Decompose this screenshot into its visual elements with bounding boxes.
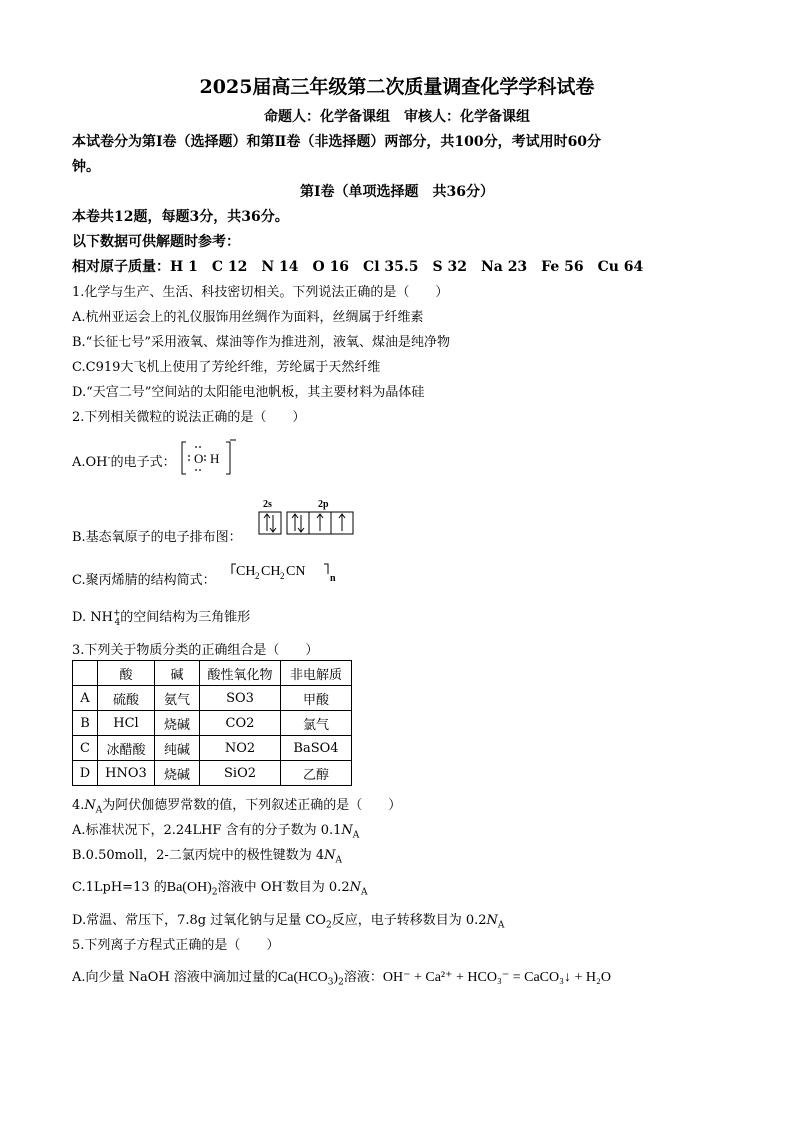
- q4-option-c: C.1LpH=13 的$Ba(OH)_2$溶液中 OH-数目为 $0.2N_A$: [72, 878, 368, 898]
- intro-line-1: 本试卷分为第Ⅰ卷（选择题）和第Ⅱ卷（非选择题）两部分，共100分，考试用时60分: [72, 134, 602, 150]
- table-cell: SiO2: [200, 761, 281, 786]
- q5-stem: 5.下列离子方程式正确的是（ ）: [72, 938, 280, 953]
- hydroxide-electron-dot-structure: [178, 438, 238, 478]
- authors-line: 命题人：化学备课组 审核人：化学备课组: [264, 109, 530, 125]
- table-row: [73, 711, 352, 736]
- table-cell: C: [73, 736, 98, 761]
- svg-text:n: n: [330, 573, 336, 584]
- table-row: [73, 736, 352, 761]
- svg-text:CH: CH: [236, 564, 256, 579]
- table-row: [73, 761, 352, 786]
- table-row: [73, 686, 352, 711]
- table-cell: A: [73, 686, 98, 711]
- table-header-cell: 酸性氧化物: [200, 661, 281, 686]
- table-cell: B: [73, 711, 98, 736]
- table-cell: 烧碱: [155, 761, 200, 786]
- table-cell: 纯碱: [155, 736, 200, 761]
- table-cell: D: [73, 761, 98, 786]
- table-cell: HCl: [98, 711, 155, 736]
- q2-option-c: C.聚丙烯腈的结构简式：: [72, 573, 216, 588]
- table-cell: 氨气: [155, 686, 200, 711]
- table-cell: BaSO4: [281, 736, 352, 761]
- svg-text:2: 2: [255, 571, 260, 581]
- q2-option-d: D. $NH^+_4$的空间结构为三角锥形: [72, 608, 251, 628]
- table-header-row: [73, 661, 352, 686]
- q4-option-a: A.标准状况下，2.24LHF 含有的分子数为 $0.1N_A$: [72, 823, 360, 841]
- orbital-2p-label: 2p: [318, 499, 329, 510]
- oh-formula-text: O: [194, 451, 204, 466]
- table-cell: HNO3: [98, 761, 155, 786]
- q2-option-b: B.基态氧原子的电子排布图：: [72, 530, 242, 545]
- oxygen-orbital-diagram: [258, 511, 358, 535]
- q4-stem: $4.N_A$为阿伏伽德罗常数的值，下列叙述正确的是（ ）: [72, 798, 402, 816]
- svg-text:CH: CH: [261, 564, 281, 579]
- table-header-cell: 酸: [98, 661, 155, 686]
- q2-stem: 2.下列相关微粒的说法正确的是（ ）: [72, 410, 306, 425]
- table-header-cell: 碱: [155, 661, 200, 686]
- classification-table: [72, 660, 352, 786]
- svg-text:H: H: [210, 451, 220, 466]
- svg-text:2: 2: [280, 571, 285, 581]
- atomic-mass-line: 相对原子质量：H 1 C 12 N 14 O 16 Cl 35.5 S 32 Na 23 Fe 56 Cu 64: [72, 259, 644, 275]
- q4-option-b: B.0.50moll，2-二氯丙烷中的极性键数为 $4N_A$: [72, 848, 343, 866]
- section-heading: 第Ⅰ卷（单项选择题 共36分）: [299, 184, 495, 200]
- table-cell: SO3: [200, 686, 281, 711]
- q2-option-a: A.OH-的电子式：: [72, 453, 176, 470]
- table-cell: 冰醋酸: [98, 736, 155, 761]
- orbital-2s-label: 2s: [263, 499, 272, 510]
- q5-option-a: A.向少量 NaOH 溶液中滴加过量的$Ca(HCO_3)_2$溶液：OH⁻ + Ca²⁺ + HCO₃⁻ = CaCO₃↓ + H₂O: [72, 970, 611, 988]
- table-cell: 烧碱: [155, 711, 200, 736]
- section-note-1: 本卷共12题，每题3分，共36分。: [72, 209, 289, 225]
- section-note-2: 以下数据可供解题时参考：: [72, 234, 240, 250]
- table-cell: CO2: [200, 711, 281, 736]
- table-cell: 氯气: [281, 711, 352, 736]
- table-header-cell: [73, 661, 98, 686]
- table-cell: 乙醇: [281, 761, 352, 786]
- table-header-cell: 非电解质: [281, 661, 352, 686]
- table-cell: 硫酸: [98, 686, 155, 711]
- q1-option-d: D.“天宫二号”空间站的太阳能电池帆板，其主要材料为晶体硅: [72, 385, 425, 400]
- polyacrylonitrile-formula: [228, 558, 340, 584]
- table-cell: 甲酸: [281, 686, 352, 711]
- svg-text:CN: CN: [286, 564, 306, 579]
- q1-option-a: A.杭州亚运会上的礼仪服饰用丝绸作为面料，丝绸属于纤维素: [72, 310, 424, 325]
- page-title: 2025届高三年级第二次质量调查化学学科试卷: [199, 76, 595, 98]
- q1-option-b: B.“长征七号”采用液氧、煤油等作为推进剂，液氧、煤油是纯净物: [72, 335, 450, 350]
- q3-stem: 3.下列关于物质分类的正确组合是（ ）: [72, 643, 319, 658]
- intro-line-2: 钟。: [72, 159, 100, 175]
- q1-option-c: C.C919大飞机上使用了芳纶纤维，芳纶属于天然纤维: [72, 360, 381, 375]
- table-cell: NO2: [200, 736, 281, 761]
- q4-option-d: D.常温、常压下，7.8g 过氧化钠与足量 $CO_2$反应，电子转移数目为 $0.2N_A$: [72, 913, 505, 931]
- q1-stem: 1.化学与生产、生活、科技密切相关。下列说法正确的是（ ）: [72, 285, 449, 300]
